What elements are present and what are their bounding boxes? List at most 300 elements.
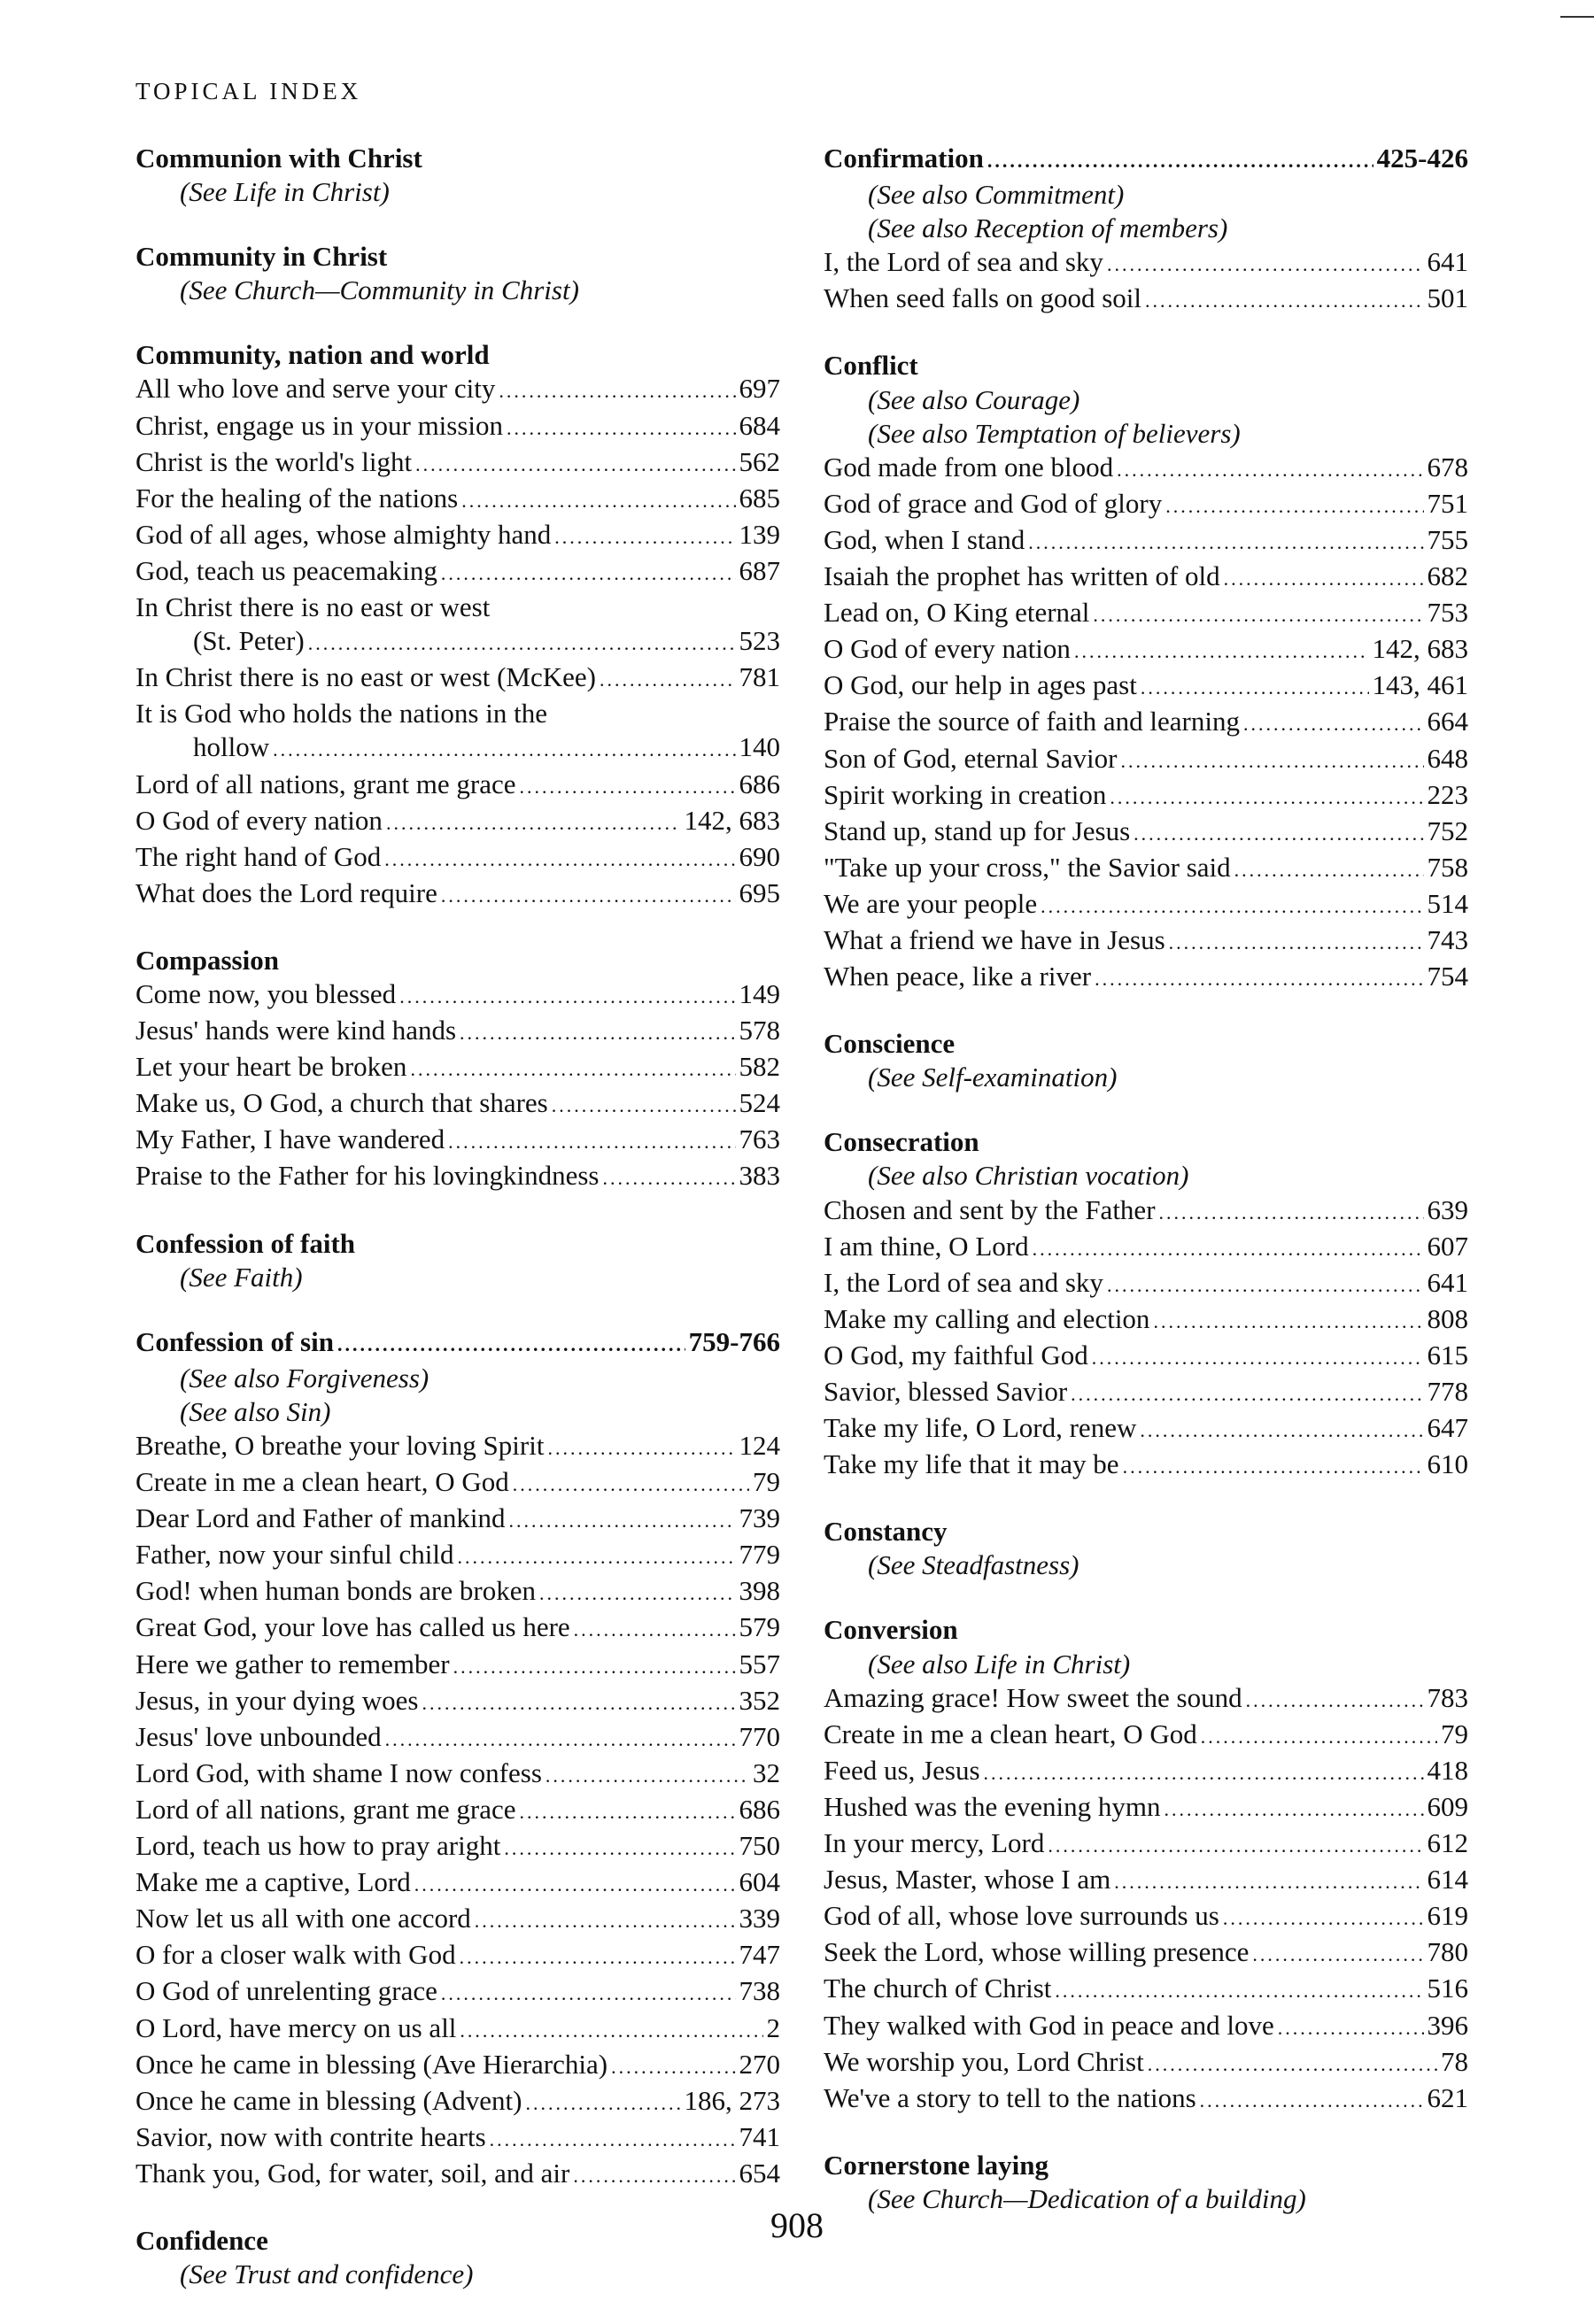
index-entry (135, 624, 780, 660)
entry-title: God made from one blood (824, 451, 1114, 483)
index-entry (824, 1448, 1468, 1484)
hymn-number: 524 (739, 1087, 780, 1119)
dot-leader (984, 1757, 1424, 1790)
index-section (135, 240, 780, 307)
entry-title: Dear Lord and Father of mankind (135, 1502, 506, 1534)
hymn-number: 612 (1427, 1827, 1468, 1859)
dot-leader (410, 1053, 735, 1086)
index-section (824, 349, 1468, 996)
entry-title: O God of every nation (824, 633, 1071, 665)
dot-leader (1165, 1793, 1424, 1826)
dot-leader (1117, 453, 1423, 487)
index-entry (135, 1793, 780, 1829)
entry-title: Make my calling and election (824, 1302, 1150, 1334)
entry-title: Spirit working in creation (824, 778, 1107, 810)
index-entry (824, 245, 1468, 282)
index-entry (824, 1266, 1468, 1302)
entry-title: Make me a captive, Lord (135, 1866, 411, 1898)
dot-leader (490, 2123, 736, 2157)
hymn-number: 579 (739, 1611, 780, 1643)
entry-title: Lord of all nations, grant me grace (135, 768, 516, 799)
entry-title: For the healing of the nations (135, 482, 459, 513)
entry-title: Stand up, stand up for Jesus (824, 815, 1131, 846)
hymn-number: 664 (1427, 706, 1468, 737)
hymn-number: 686 (739, 1793, 780, 1825)
dot-leader (1041, 890, 1423, 923)
dot-leader (1159, 1196, 1424, 1230)
index-entry (824, 632, 1468, 668)
dot-leader (1243, 707, 1424, 741)
dot-leader (520, 1795, 736, 1829)
hymn-number: 339 (739, 1903, 780, 1934)
dot-leader (1223, 1902, 1424, 1935)
dot-leader (1107, 1269, 1424, 1302)
dot-leader (1145, 284, 1423, 318)
dot-leader (1120, 745, 1423, 778)
entry-title: Savior, now with contrite hearts (135, 2120, 486, 2152)
entry-title: O God of every nation (135, 804, 383, 836)
heading-text: Confession of sin (135, 1325, 334, 1357)
entry-title: We worship you, Lord Christ (824, 2045, 1144, 2077)
dot-leader (1246, 1684, 1424, 1718)
index-entry (824, 668, 1468, 705)
hymn-number: 755 (1427, 523, 1468, 555)
hymn-number: 140 (739, 731, 780, 763)
dot-leader (273, 733, 735, 767)
entry-title: Christ is the world's light (135, 445, 413, 477)
entry-title: O for a closer walk with God (135, 1939, 456, 1971)
entry-title: God! when human bonds are broken (135, 1575, 536, 1607)
index-entry (135, 1610, 780, 1647)
hymn-number: 686 (739, 768, 780, 799)
hymn-number: 741 (739, 2120, 780, 2152)
index-entry (824, 2009, 1468, 2045)
entry-title: O Lord, have mercy on us all (135, 2011, 457, 2043)
index-entry (135, 518, 780, 554)
entry-title: Take my life, O Lord, renew (824, 1412, 1137, 1444)
index-entry (135, 840, 780, 876)
hymn-number: 781 (739, 661, 780, 693)
dot-leader (1048, 1829, 1423, 1863)
index-entry (824, 851, 1468, 887)
index-entry (135, 1123, 780, 1159)
hymn-number: 758 (1427, 851, 1468, 883)
index-entry (135, 804, 780, 840)
index-entry (135, 876, 780, 913)
entry-title: I, the Lord of sea and sky (824, 246, 1103, 278)
dot-leader (441, 879, 736, 913)
index-entry (135, 1974, 780, 2011)
see-reference: (See also Courage) (868, 383, 1080, 415)
dot-leader (611, 2050, 735, 2084)
dot-leader (1252, 1938, 1423, 1972)
hymn-number: 783 (1427, 1681, 1468, 1713)
index-entry (135, 1574, 780, 1610)
see-reference: (See Faith) (180, 1261, 303, 1293)
dot-leader (460, 1941, 736, 1974)
index-entry (135, 1014, 780, 1050)
dot-leader (453, 1650, 736, 1684)
hymn-number: 557 (739, 1648, 780, 1679)
hymn-number: 352 (739, 1684, 780, 1716)
index-section (824, 1613, 1468, 2117)
hymn-number: 647 (1427, 1412, 1468, 1444)
dot-leader (1169, 926, 1424, 960)
see-reference: (See also Commitment) (868, 179, 1125, 211)
see-reference: (See also Life in Christ) (868, 1648, 1131, 1679)
dot-leader (499, 374, 735, 408)
entry-title: God, teach us peacemaking (135, 554, 437, 586)
hymn-number: 124 (739, 1430, 780, 1461)
dot-leader (539, 1577, 736, 1610)
index-section (824, 1125, 1468, 1484)
entry-title-continuation: (St. Peter) (193, 625, 305, 657)
index-entry (824, 523, 1468, 560)
dot-leader (1071, 1378, 1423, 1411)
entry-title: Chosen and sent by the Father (824, 1193, 1156, 1225)
index-entry (824, 923, 1468, 960)
entry-title: Let your heart be broken (135, 1051, 407, 1083)
hymn-number: 779 (739, 1539, 780, 1571)
entry-title: Seek the Lord, whose willing presence (824, 1936, 1250, 1968)
index-entry (824, 1754, 1468, 1790)
dot-leader (1153, 1305, 1423, 1339)
entry-title: God of all, whose love surrounds us (824, 1900, 1219, 1932)
running-head: TOPICAL INDEX (135, 78, 362, 104)
entry-title: O God, my faithful God (824, 1339, 1088, 1370)
entry-title: I, the Lord of sea and sky (824, 1266, 1103, 1298)
dot-leader (1141, 671, 1369, 705)
dot-leader (461, 484, 735, 518)
dot-leader (509, 1504, 736, 1538)
index-entry (824, 1935, 1468, 1972)
section-heading: Conflict (824, 350, 918, 382)
entry-title: What does the Lord require (135, 876, 437, 908)
section-heading: Constancy (824, 1516, 948, 1548)
hymn-number: 142, 683 (684, 804, 780, 836)
dot-leader (1123, 1450, 1424, 1484)
index-entry (824, 451, 1468, 487)
index-entry (135, 1829, 780, 1865)
entry-title: Jesus' hands were kind hands (135, 1015, 457, 1046)
entry-title: God of grace and God of glory (824, 487, 1163, 519)
dot-leader (460, 1016, 735, 1050)
dot-leader (385, 1723, 736, 1757)
index-entry (135, 660, 780, 697)
dot-leader (308, 627, 736, 660)
hymn-number: 695 (739, 876, 780, 908)
section-heading: Confession of faith (135, 1227, 356, 1259)
entry-title: When peace, like a river (824, 961, 1092, 992)
index-entry (135, 1538, 780, 1574)
hymn-number: 614 (1427, 1864, 1468, 1895)
entry-title: O God, our help in ages past (824, 669, 1137, 701)
see-reference: (See Steadfastness) (868, 1549, 1079, 1581)
section-heading: Confidence (135, 2224, 268, 2256)
entry-title: Praise the source of faith and learning (824, 706, 1240, 737)
index-entry (135, 1684, 780, 1720)
entry-title: My Father, I have wandered (135, 1123, 445, 1155)
index-entry (824, 815, 1468, 851)
index-entry (824, 1863, 1468, 1899)
heading-text: Confirmation (824, 143, 984, 174)
dot-leader (547, 1432, 735, 1465)
dot-leader (513, 1468, 749, 1502)
dot-leader (1134, 817, 1423, 851)
index-entry (824, 487, 1468, 523)
index-section (824, 1027, 1468, 1094)
index-entry (824, 1193, 1468, 1230)
dot-leader (386, 807, 681, 840)
index-entry (824, 2045, 1468, 2081)
hymn-number: 383 (739, 1160, 780, 1192)
hymn-number: 641 (1427, 246, 1468, 278)
see-reference: (See Self-examination) (868, 1062, 1118, 1093)
dot-leader (441, 1977, 736, 2011)
entry-title: Create in me a clean heart, O God (824, 1718, 1197, 1749)
entry-title: They walked with God in peace and love (824, 2009, 1274, 2041)
hymn-number: 641 (1427, 1266, 1468, 1298)
hymn-number: 604 (739, 1866, 780, 1898)
hymn-number: 607 (1427, 1230, 1468, 1262)
dot-leader (507, 412, 735, 445)
hymn-number: 398 (739, 1575, 780, 1607)
hymn-number: 2 (766, 2011, 780, 2043)
dot-leader (1055, 1974, 1423, 2008)
index-entry (824, 1339, 1468, 1375)
index-entry (135, 2157, 780, 2193)
hymn-number: 753 (1427, 597, 1468, 629)
index-entry (824, 1375, 1468, 1411)
index-entry (135, 1465, 780, 1502)
entry-title: The church of Christ (824, 1973, 1052, 2004)
hymn-number: 523 (739, 625, 780, 657)
see-reference: (See Life in Christ) (180, 176, 390, 208)
hymn-number: 562 (739, 445, 780, 477)
entry-title: Now let us all with one accord (135, 1903, 471, 1934)
index-section (135, 142, 780, 209)
hymn-number: 516 (1427, 1973, 1468, 2004)
entry-title: Lord of all nations, grant me grace (135, 1793, 516, 1825)
entry-title: Great God, your love has called us here (135, 1611, 570, 1643)
index-entry (135, 2120, 780, 2157)
section-heading: Conversion (824, 1614, 958, 1646)
hymn-number: 582 (739, 1051, 780, 1083)
index-section (135, 1227, 780, 1294)
dot-leader (552, 1089, 736, 1123)
index-column-left (135, 142, 780, 2322)
hymn-number: 684 (739, 409, 780, 441)
dot-leader (1224, 562, 1424, 596)
index-entry (135, 554, 780, 591)
index-entry (824, 1718, 1468, 1754)
index-entry (824, 596, 1468, 632)
entry-title: In your mercy, Lord (824, 1827, 1045, 1859)
dot-leader (1092, 1341, 1424, 1375)
section-heading: Community, nation and world (135, 339, 490, 371)
dot-leader (1165, 490, 1423, 523)
dot-leader (1148, 2048, 1437, 2081)
see-reference: (See also Sin) (180, 1395, 331, 1427)
entry-title-line: It is God who holds the nations in the (135, 698, 547, 730)
dot-leader (1110, 781, 1423, 815)
dot-leader (1093, 598, 1423, 632)
dot-leader (603, 1162, 736, 1195)
hymn-number: 610 (1427, 1448, 1468, 1480)
entry-title: Feed us, Jesus (824, 1754, 980, 1786)
index-entry (824, 1230, 1468, 1266)
hymn-number: 139 (739, 518, 780, 550)
dot-leader (573, 2159, 735, 2193)
hymn-number: 778 (1427, 1376, 1468, 1407)
index-entry (824, 1899, 1468, 1935)
index-section (824, 142, 1468, 318)
dot-leader (504, 1832, 735, 1865)
entry-title: Hushed was the evening hymn (824, 1790, 1161, 1822)
hymn-number: 690 (739, 840, 780, 872)
hymn-number: 750 (739, 1830, 780, 1862)
dot-leader (520, 770, 736, 804)
hymn-number: 78 (1441, 2045, 1468, 2077)
heading-hymn-numbers: 759-766 (688, 1325, 780, 1357)
index-entry (824, 1302, 1468, 1339)
hymn-number: 186, 273 (684, 2084, 780, 2116)
see-reference: (See also Christian vocation) (868, 1160, 1189, 1192)
entry-title: Son of God, eternal Savior (824, 742, 1118, 774)
hymn-number: 501 (1427, 282, 1468, 314)
hymn-number: 615 (1427, 1339, 1468, 1370)
hymn-number: 270 (739, 2048, 780, 2080)
dot-leader (1028, 526, 1423, 560)
hymn-number: 752 (1427, 815, 1468, 846)
entry-title: Take my life that it may be (824, 1448, 1119, 1480)
hymn-number: 739 (739, 1502, 780, 1534)
dot-leader (1074, 635, 1369, 668)
index-entry (824, 887, 1468, 923)
entry-title: Lord, teach us how to pray aright (135, 1830, 501, 1862)
section-heading: Community in Christ (135, 241, 388, 273)
see-reference: (See also Forgiveness) (180, 1362, 429, 1394)
hymn-number: 763 (739, 1123, 780, 1155)
entry-title: Amazing grace! How sweet the sound (824, 1681, 1242, 1713)
hymn-number: 743 (1427, 923, 1468, 955)
index-entry (824, 560, 1468, 596)
section-heading (824, 142, 1468, 178)
dot-leader (448, 1125, 735, 1159)
entry-title: We are your people (824, 887, 1038, 919)
index-entry (824, 1411, 1468, 1448)
dot-leader (1114, 1865, 1423, 1899)
dot-leader (1200, 2084, 1424, 2118)
entry-title: Jesus' love unbounded (135, 1720, 382, 1752)
hymn-number: 514 (1427, 887, 1468, 919)
entry-title: Create in me a clean heart, O God (135, 1466, 509, 1498)
hymn-number: 223 (1427, 778, 1468, 810)
index-entry (135, 372, 780, 408)
index-entry (824, 742, 1468, 778)
index-entry (135, 2011, 780, 2048)
entry-title: Breathe, O breathe your loving Spirit (135, 1430, 545, 1461)
dot-leader (399, 980, 735, 1014)
entry-title: I am thine, O Lord (824, 1230, 1029, 1262)
hymn-number: 79 (753, 1466, 780, 1498)
dot-leader (422, 1687, 735, 1720)
entry-title: Father, now your sinful child (135, 1539, 454, 1571)
section-heading: Cornerstone laying (824, 2149, 1049, 2181)
hymn-number: 687 (739, 554, 780, 586)
index-entry (135, 1050, 780, 1086)
index-entry (135, 1757, 780, 1793)
index-entry (824, 282, 1468, 318)
section-heading: Communion with Christ (135, 143, 422, 174)
index-section (135, 338, 780, 913)
entry-title: Jesus, Master, whose I am (824, 1864, 1111, 1895)
hymn-number: 697 (739, 373, 780, 405)
hymn-number: 79 (1441, 1718, 1468, 1749)
see-reference: (See Church—Community in Christ) (180, 274, 579, 306)
index-entry (824, 2081, 1468, 2118)
entry-title: Make us, O God, a church that shares (135, 1087, 548, 1119)
hymn-number: 32 (753, 1757, 780, 1788)
section-heading: Conscience (824, 1028, 956, 1060)
index-entry (135, 1720, 780, 1757)
dot-leader (460, 2014, 762, 2048)
heading-hymn-numbers: 425-426 (1376, 143, 1468, 174)
index-entry (824, 1972, 1468, 2008)
index-entry (824, 778, 1468, 815)
dot-leader (1140, 1414, 1423, 1448)
hymn-number: 578 (739, 1015, 780, 1046)
hymn-number: 149 (739, 977, 780, 1009)
entry-title: Lord God, with shame I now confess (135, 1757, 542, 1788)
index-entry (135, 2084, 780, 2120)
hymn-number: 738 (739, 1975, 780, 2007)
index-entry (135, 768, 780, 804)
see-reference: (See also Reception of members) (868, 212, 1228, 244)
dot-leader (546, 1759, 749, 1793)
entry-title: What a friend we have in Jesus (824, 923, 1165, 955)
dot-leader (1234, 853, 1424, 887)
dot-leader (441, 557, 736, 591)
index-entry (135, 1902, 780, 1938)
dot-leader (475, 1904, 736, 1938)
dot-leader (554, 521, 735, 554)
hymn-number: 808 (1427, 1302, 1468, 1334)
hymn-number: 770 (739, 1720, 780, 1752)
entry-title-line: In Christ there is no east or west (135, 591, 491, 623)
index-entry (824, 1826, 1468, 1863)
page-number: 908 (770, 2205, 824, 2245)
hymn-number: 621 (1427, 2081, 1468, 2113)
index-section (824, 1515, 1468, 1582)
dot-leader (987, 144, 1373, 178)
index-section (135, 944, 780, 1196)
dot-leader (1278, 2011, 1424, 2045)
entry-title: "Take up your cross," the Savior said (824, 851, 1231, 883)
dot-leader (337, 1328, 685, 1362)
dot-leader (600, 663, 736, 697)
entry-title: When seed falls on good soil (824, 282, 1142, 314)
hymn-number: 418 (1427, 1754, 1468, 1786)
index-entry (135, 482, 780, 518)
hymn-number: 619 (1427, 1900, 1468, 1932)
index-entry (135, 1865, 780, 1902)
dot-leader (384, 843, 735, 876)
index-section (135, 1325, 780, 2193)
hymn-number: 648 (1427, 742, 1468, 774)
entry-title: God of all ages, whose almighty hand (135, 518, 552, 550)
hymn-number: 754 (1427, 961, 1468, 992)
